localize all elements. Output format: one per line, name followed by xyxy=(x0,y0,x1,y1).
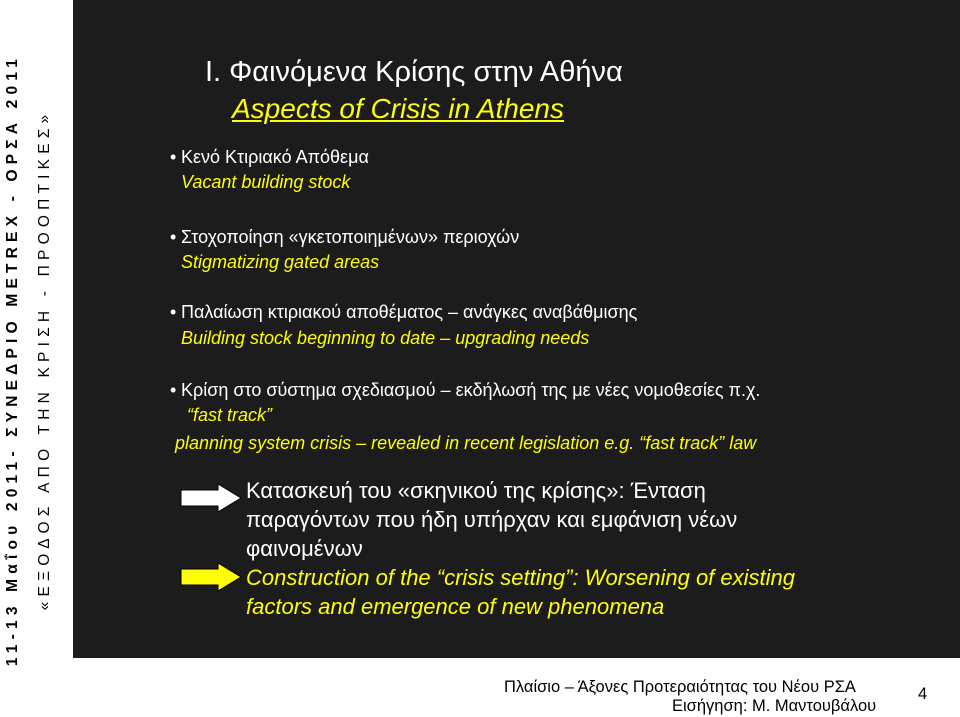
right-arrow-icon xyxy=(180,562,242,592)
bullet-4-english-line2: planning system crisis – revealed in recent legislation e.g. “fast track” law xyxy=(175,433,757,453)
conclusion-greek-line1: Κατασκευή του «σκηνικού της κρίσης»: Ένταση xyxy=(246,478,706,503)
bullet-1-greek: • Κενό Κτιριακό Απόθεμα xyxy=(170,147,369,167)
footer-framework: Πλαίσιο – Άξονες Προτεραιότητας του Νέου ΡΣΑ xyxy=(504,678,856,696)
right-arrow-icon xyxy=(180,483,242,513)
bullet-3-english: Building stock beginning to date – upgrading needs xyxy=(181,328,590,348)
footer-presenter: Εισήγηση: Μ. Μαντουβάλου xyxy=(672,697,877,715)
side-caption-conference: 11-13 Μαΐου 2011- ΣΥΝΕΔΡΙΟ METREX - ΟΡΣΑ 2011 xyxy=(4,53,21,667)
conclusion-english-line2: factors and emergence of new phenomena xyxy=(246,594,665,619)
page-number: 4 xyxy=(918,685,928,703)
conclusion-greek-line3: φαινομένων xyxy=(246,536,363,561)
side-caption-theme: «ΕΞΟΔΟΣ ΑΠΟ ΤΗΝ ΚΡΙΣΗ - ΠΡΟΟΠΤΙΚΕΣ» xyxy=(36,109,53,611)
bullet-3-greek: • Παλαίωση κτιριακού αποθέματος – ανάγκες αναβάθμισης xyxy=(170,302,638,322)
bullet-2-english: Stigmatizing gated areas xyxy=(181,252,380,272)
slide-title-english: Aspects of Crisis in Athens xyxy=(232,93,564,124)
bullet-4-english-line1: “fast track” xyxy=(187,405,273,425)
bullet-4-greek: • Κρίση στο σύστημα σχεδιασμού – εκδήλωσή της με νέες νομοθεσίες π.χ. xyxy=(170,380,761,400)
conclusion-greek-line2: παραγόντων που ήδη υπήρχαν και εμφάνιση νέων xyxy=(246,507,738,532)
bullet-2-greek: • Στοχοποίηση «γκετοποιημένων» περιοχών xyxy=(170,227,520,247)
bullet-1-english: Vacant building stock xyxy=(181,172,351,192)
conclusion-english-line1: Construction of the “crisis setting”: Worsening of existing xyxy=(246,565,796,590)
slide-title-greek: I. Φαινόμενα Κρίσης στην Αθήνα xyxy=(205,56,623,88)
